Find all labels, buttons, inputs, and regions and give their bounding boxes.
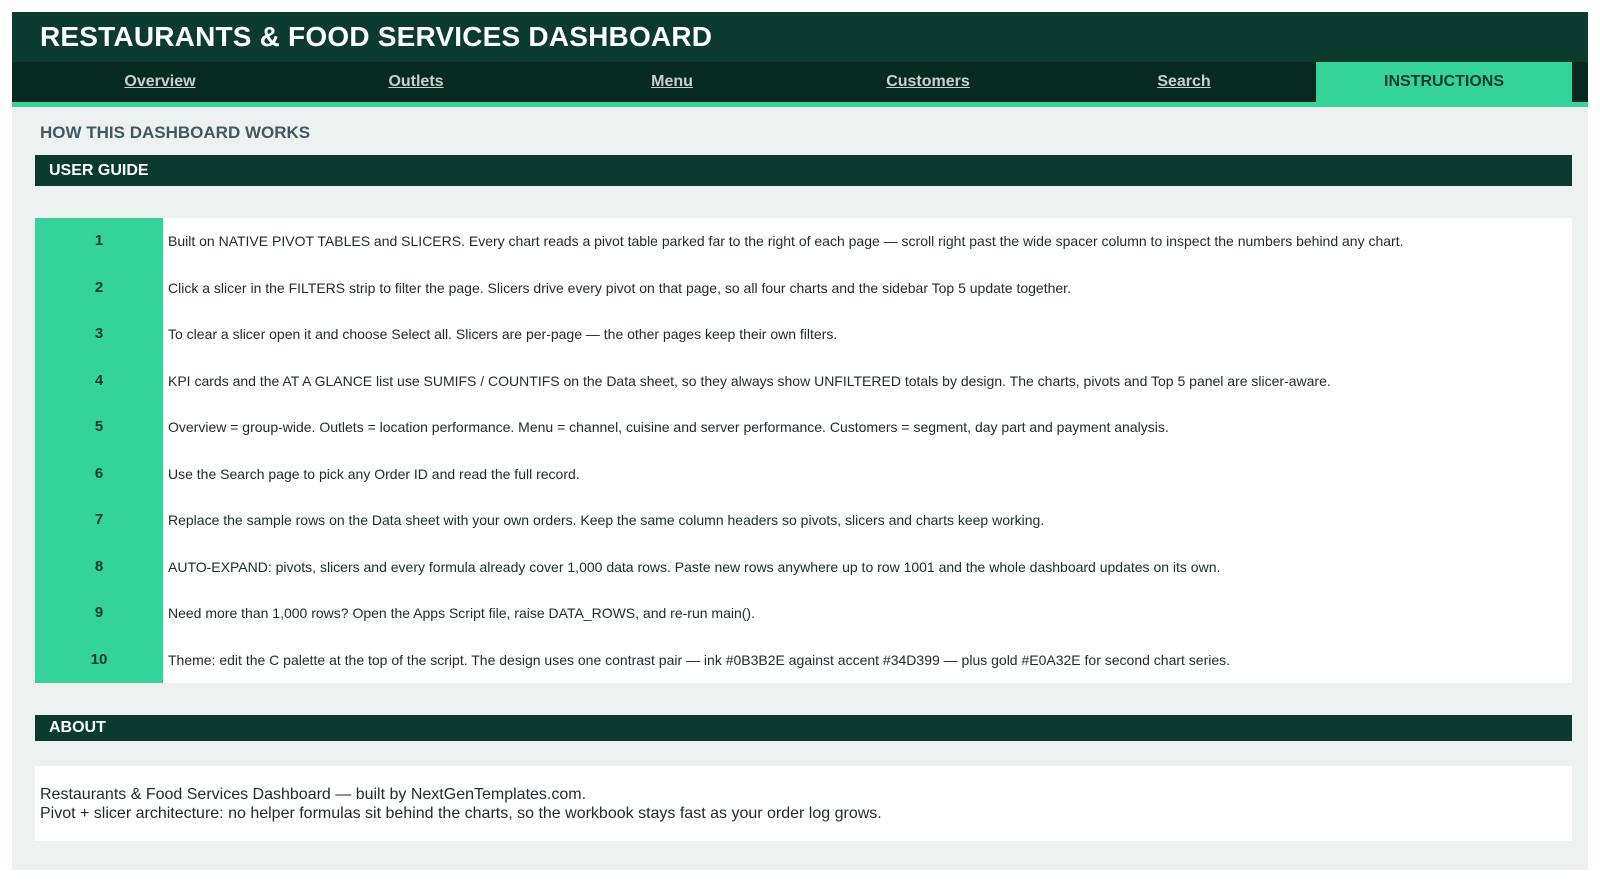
about-line-architecture: Pivot + slicer architecture: no helper formulas sit behind the charts, so the workbook stays fast as your order log grows.: [40, 805, 882, 822]
step-number: 9: [94, 604, 104, 621]
guide-row: [35, 497, 1572, 544]
step-text: Overview = group-wide. Outlets = location performance. Menu = channel, cuisine and server performance. Customers = segment, day part and payment analysis.: [168, 419, 1169, 435]
guide-row: [35, 218, 1572, 265]
guide-row: [35, 404, 1572, 451]
step-number: 3: [94, 325, 104, 342]
user-guide-table: [35, 218, 1572, 683]
about-line-credit: Restaurants & Food Services Dashboard — built by NextGenTemplates.com.: [40, 786, 587, 803]
step-text: Built on NATIVE PIVOT TABLES and SLICERS. Every chart reads a pivot table parked far to the right of each page — scroll right past the wide spacer column to inspect the numbers behind any chart.: [168, 233, 1404, 249]
guide-row: [35, 544, 1572, 591]
title-bar: [12, 12, 1588, 62]
nav-tab-bar: [12, 62, 1588, 102]
guide-row: [35, 590, 1572, 637]
step-number: 10: [90, 650, 108, 668]
step-number: 2: [94, 278, 104, 296]
step-text: Click a slicer in the FILTERS strip to filter the page. Slicers drive every pivot on that page, so all four charts and the sidebar Top 5 update together.: [168, 279, 1071, 296]
step-number: 4: [94, 371, 104, 389]
dashboard-title: RESTAURANTS & FOOD SERVICES DASHBOARD: [40, 21, 713, 52]
step-text: Replace the sample rows on the Data sheet with your own orders. Keep the same column headers so pivots, slicers and charts keep working.: [168, 512, 1045, 528]
user-guide-header: USER GUIDE: [35, 155, 1572, 186]
guide-row: [35, 358, 1572, 405]
nav-accent-line: [12, 102, 1588, 107]
step-number: 5: [94, 418, 104, 435]
step-text: KPI cards and the AT A GLANCE list use SUMIFS / COUNTIFS on the Data sheet, so they always show UNFILTERED totals by design. The charts, pivots and Top 5 panel are slicer-aware.: [168, 372, 1331, 389]
step-text: AUTO-EXPAND: pivots, slicers and every formula already cover 1,000 data rows. Paste new rows anywhere up to row 1001 and the whole dashboard updates on its own.: [168, 558, 1221, 575]
tab-outlets[interactable]: Outlets: [388, 73, 444, 90]
tab-overview[interactable]: Overview: [124, 73, 196, 90]
tab-search[interactable]: Search: [1157, 73, 1211, 90]
guide-row: [35, 311, 1572, 358]
step-number: 7: [94, 511, 104, 528]
step-number: 6: [94, 464, 104, 482]
tab-instructions[interactable]: INSTRUCTIONS: [1316, 62, 1572, 102]
step-text: Theme: edit the C palette at the top of the script. The design uses one contrast pair — ink #0B3B2E against accent #34D399 — plus gold #E0A32E for second chart series.: [168, 651, 1231, 668]
guide-row: [35, 451, 1572, 498]
step-number: 8: [94, 557, 104, 575]
guide-row: [35, 637, 1572, 684]
page-heading: HOW THIS DASHBOARD WORKS: [40, 123, 311, 142]
dashboard-frame: [12, 12, 1588, 870]
guide-row: [35, 265, 1572, 312]
step-text: To clear a slicer open it and choose Select all. Slicers are per-page — the other pages keep their own filters.: [168, 326, 838, 342]
about-box: [35, 766, 1572, 841]
step-number: 1: [94, 232, 104, 249]
tab-customers[interactable]: Customers: [886, 73, 970, 90]
tab-menu[interactable]: Menu: [651, 73, 693, 90]
step-text: Need more than 1,000 rows? Open the Apps Script file, raise DATA_ROWS, and re-run main().: [168, 605, 755, 621]
about-header: ABOUT: [35, 715, 1572, 741]
step-text: Use the Search page to pick any Order ID and read the full record.: [168, 465, 580, 482]
